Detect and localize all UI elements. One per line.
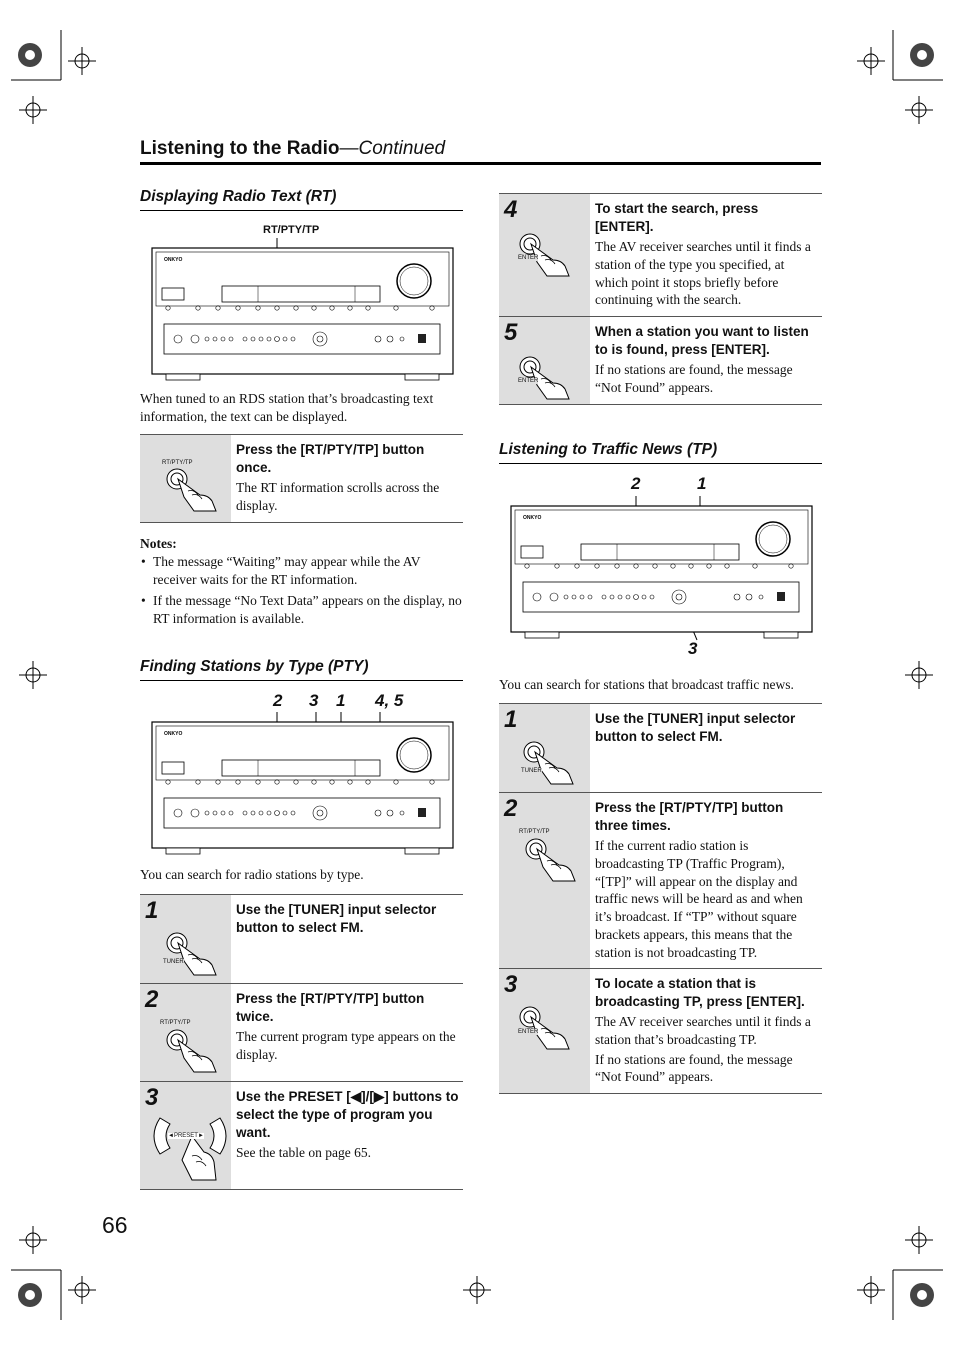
enter-button-label: ENTER — [518, 378, 539, 384]
tp-section-title: Listening to Traffic News (TP) — [499, 441, 822, 464]
pty-callout-2: 2 — [273, 691, 283, 710]
step-number: 5 — [504, 319, 518, 346]
step-number: 2 — [504, 795, 518, 822]
rt-pty-tp-button-icon[interactable] — [164, 467, 224, 513]
step-number: 4 — [504, 196, 518, 223]
step-heading: Use the [TUNER] input selector button to select FM. — [595, 711, 796, 744]
brand-logo: ONKYO — [164, 731, 183, 737]
tp-callout-2: 2 — [631, 474, 641, 493]
step-icon-panel — [140, 435, 231, 522]
rt-pty-tp-button-label: RT/PTY/TP — [160, 1020, 191, 1026]
step-heading: To locate a station that is broadcasting TP, press [ENTER]. — [595, 976, 805, 1009]
receiver-front-panel-pty — [150, 710, 455, 858]
step-icon-panel — [499, 194, 590, 316]
step-text: The current program type appears on the display. — [236, 1029, 456, 1062]
step-text: The AV receiver searches until it finds a station of the type you specified, at which point it stops briefly before continuing with the search. — [595, 239, 811, 308]
rt-step-text: The RT information scrolls across the display. — [236, 480, 440, 513]
pty-step-4 — [499, 193, 822, 316]
step-heading: Use the [TUNER] input selector button to select FM. — [236, 902, 437, 935]
step-text: If the current radio station is broadcasting TP (Traffic Program), “[TP]” will appear on the display and traffic news will be heard as and when it’s broadcast. If “TP” without square brackets appears, this means that the station is not broadcasting TP. — [595, 838, 803, 960]
divider — [499, 1093, 822, 1094]
note-item: • The message “Waiting” may appear while the AV receiver waits for the RT information. — [140, 553, 465, 589]
note-item: • If the message “No Text Data” appears on the display, no RT information is available. — [140, 592, 465, 628]
tp-step-2 — [499, 792, 822, 968]
pty-section-title: Finding Stations by Type (PTY) — [140, 658, 463, 681]
tp-callout-1: 1 — [697, 474, 707, 493]
pty-step-2 — [140, 983, 463, 1081]
step-heading: To start the search, press [ENTER]. — [595, 201, 759, 234]
step-number: 1 — [145, 897, 159, 924]
tuner-button-icon[interactable] — [164, 931, 224, 977]
receiver-front-panel-tp — [509, 494, 814, 642]
step-icon-panel — [140, 895, 231, 983]
step-number: 2 — [145, 986, 159, 1013]
rt-pty-tp-button-label: RT/PTY/TP — [162, 460, 193, 466]
page-title-continued: —Continued — [339, 138, 446, 159]
step-number: 1 — [504, 706, 518, 733]
step-icon-panel — [499, 704, 590, 792]
step-text: See the table on page 65. — [236, 1145, 371, 1160]
divider — [140, 1189, 463, 1190]
step-icon-panel — [499, 969, 590, 1093]
tuner-button-icon[interactable] — [521, 740, 581, 786]
pty-callout-3: 3 — [309, 691, 319, 710]
pty-step-1 — [140, 894, 463, 983]
step-icon-panel — [140, 984, 231, 1081]
tuner-button-label: TUNER — [521, 768, 542, 774]
rt-intro: When tuned to an RDS station that’s broadcasting text information, the text can be displayed. — [140, 391, 434, 424]
step-text-2: If no stations are found, the message “Not Found” appears. — [595, 1051, 793, 1085]
divider — [140, 522, 463, 523]
divider — [499, 404, 822, 405]
pty-step-5 — [499, 316, 822, 404]
step-icon-panel — [499, 317, 590, 404]
brand-logo: ONKYO — [523, 515, 542, 521]
rt-step-heading: Press the [RT/PTY/TP] button once. — [236, 442, 425, 475]
rt-pty-tp-button-icon[interactable] — [164, 1028, 224, 1074]
pty-step-3 — [140, 1081, 463, 1189]
pty-intro: You can search for radio stations by type. — [140, 867, 364, 882]
step-text: If no stations are found, the message “Not Found” appears. — [595, 362, 793, 395]
rt-pty-tp-button-icon[interactable] — [523, 837, 583, 883]
step-icon-panel — [140, 1082, 231, 1189]
step-heading: Press the [RT/PTY/TP] button twice. — [236, 991, 425, 1024]
preset-button-label: ◄PRESET► — [168, 1133, 204, 1139]
rt-notes — [140, 535, 465, 628]
rt-callout-label: RT/PTY/TP — [263, 224, 320, 236]
step-heading: Press the [RT/PTY/TP] button three times. — [595, 800, 784, 833]
step-number: 3 — [145, 1084, 159, 1111]
tp-callout-3: 3 — [688, 639, 698, 658]
page-header — [140, 138, 821, 165]
page-title: Listening to the Radio — [140, 138, 340, 159]
rt-step — [140, 434, 463, 522]
step-icon-panel — [499, 793, 590, 968]
tp-intro: You can search for stations that broadcast traffic news. — [499, 677, 794, 692]
step-number: 3 — [504, 971, 518, 998]
enter-button-icon[interactable] — [517, 1005, 577, 1051]
tp-step-1 — [499, 703, 822, 792]
receiver-front-panel-rt — [150, 236, 455, 384]
step-heading: When a station you want to listen to is found, press [ENTER]. — [595, 324, 809, 357]
pty-callout-4-5: 4, 5 — [375, 691, 404, 710]
tp-step-3 — [499, 968, 822, 1093]
enter-button-label: ENTER — [518, 1029, 539, 1035]
page-number: 66 — [102, 1212, 128, 1238]
enter-button-label: ENTER — [518, 255, 539, 261]
step-heading: Use the PRESET [◀]/[▶] buttons to select the type of program you want. — [236, 1089, 459, 1140]
rt-section-title: Displaying Radio Text (RT) — [140, 188, 463, 211]
brand-logo: ONKYO — [164, 257, 183, 263]
tuner-button-label: TUNER — [163, 959, 184, 965]
pty-callout-1: 1 — [336, 691, 346, 710]
notes-heading: Notes: — [140, 536, 177, 551]
step-text: The AV receiver searches until it finds a station that’s broadcasting TP. — [595, 1014, 811, 1047]
rt-pty-tp-button-label: RT/PTY/TP — [519, 829, 550, 835]
preset-button-icon[interactable] — [152, 1112, 228, 1184]
